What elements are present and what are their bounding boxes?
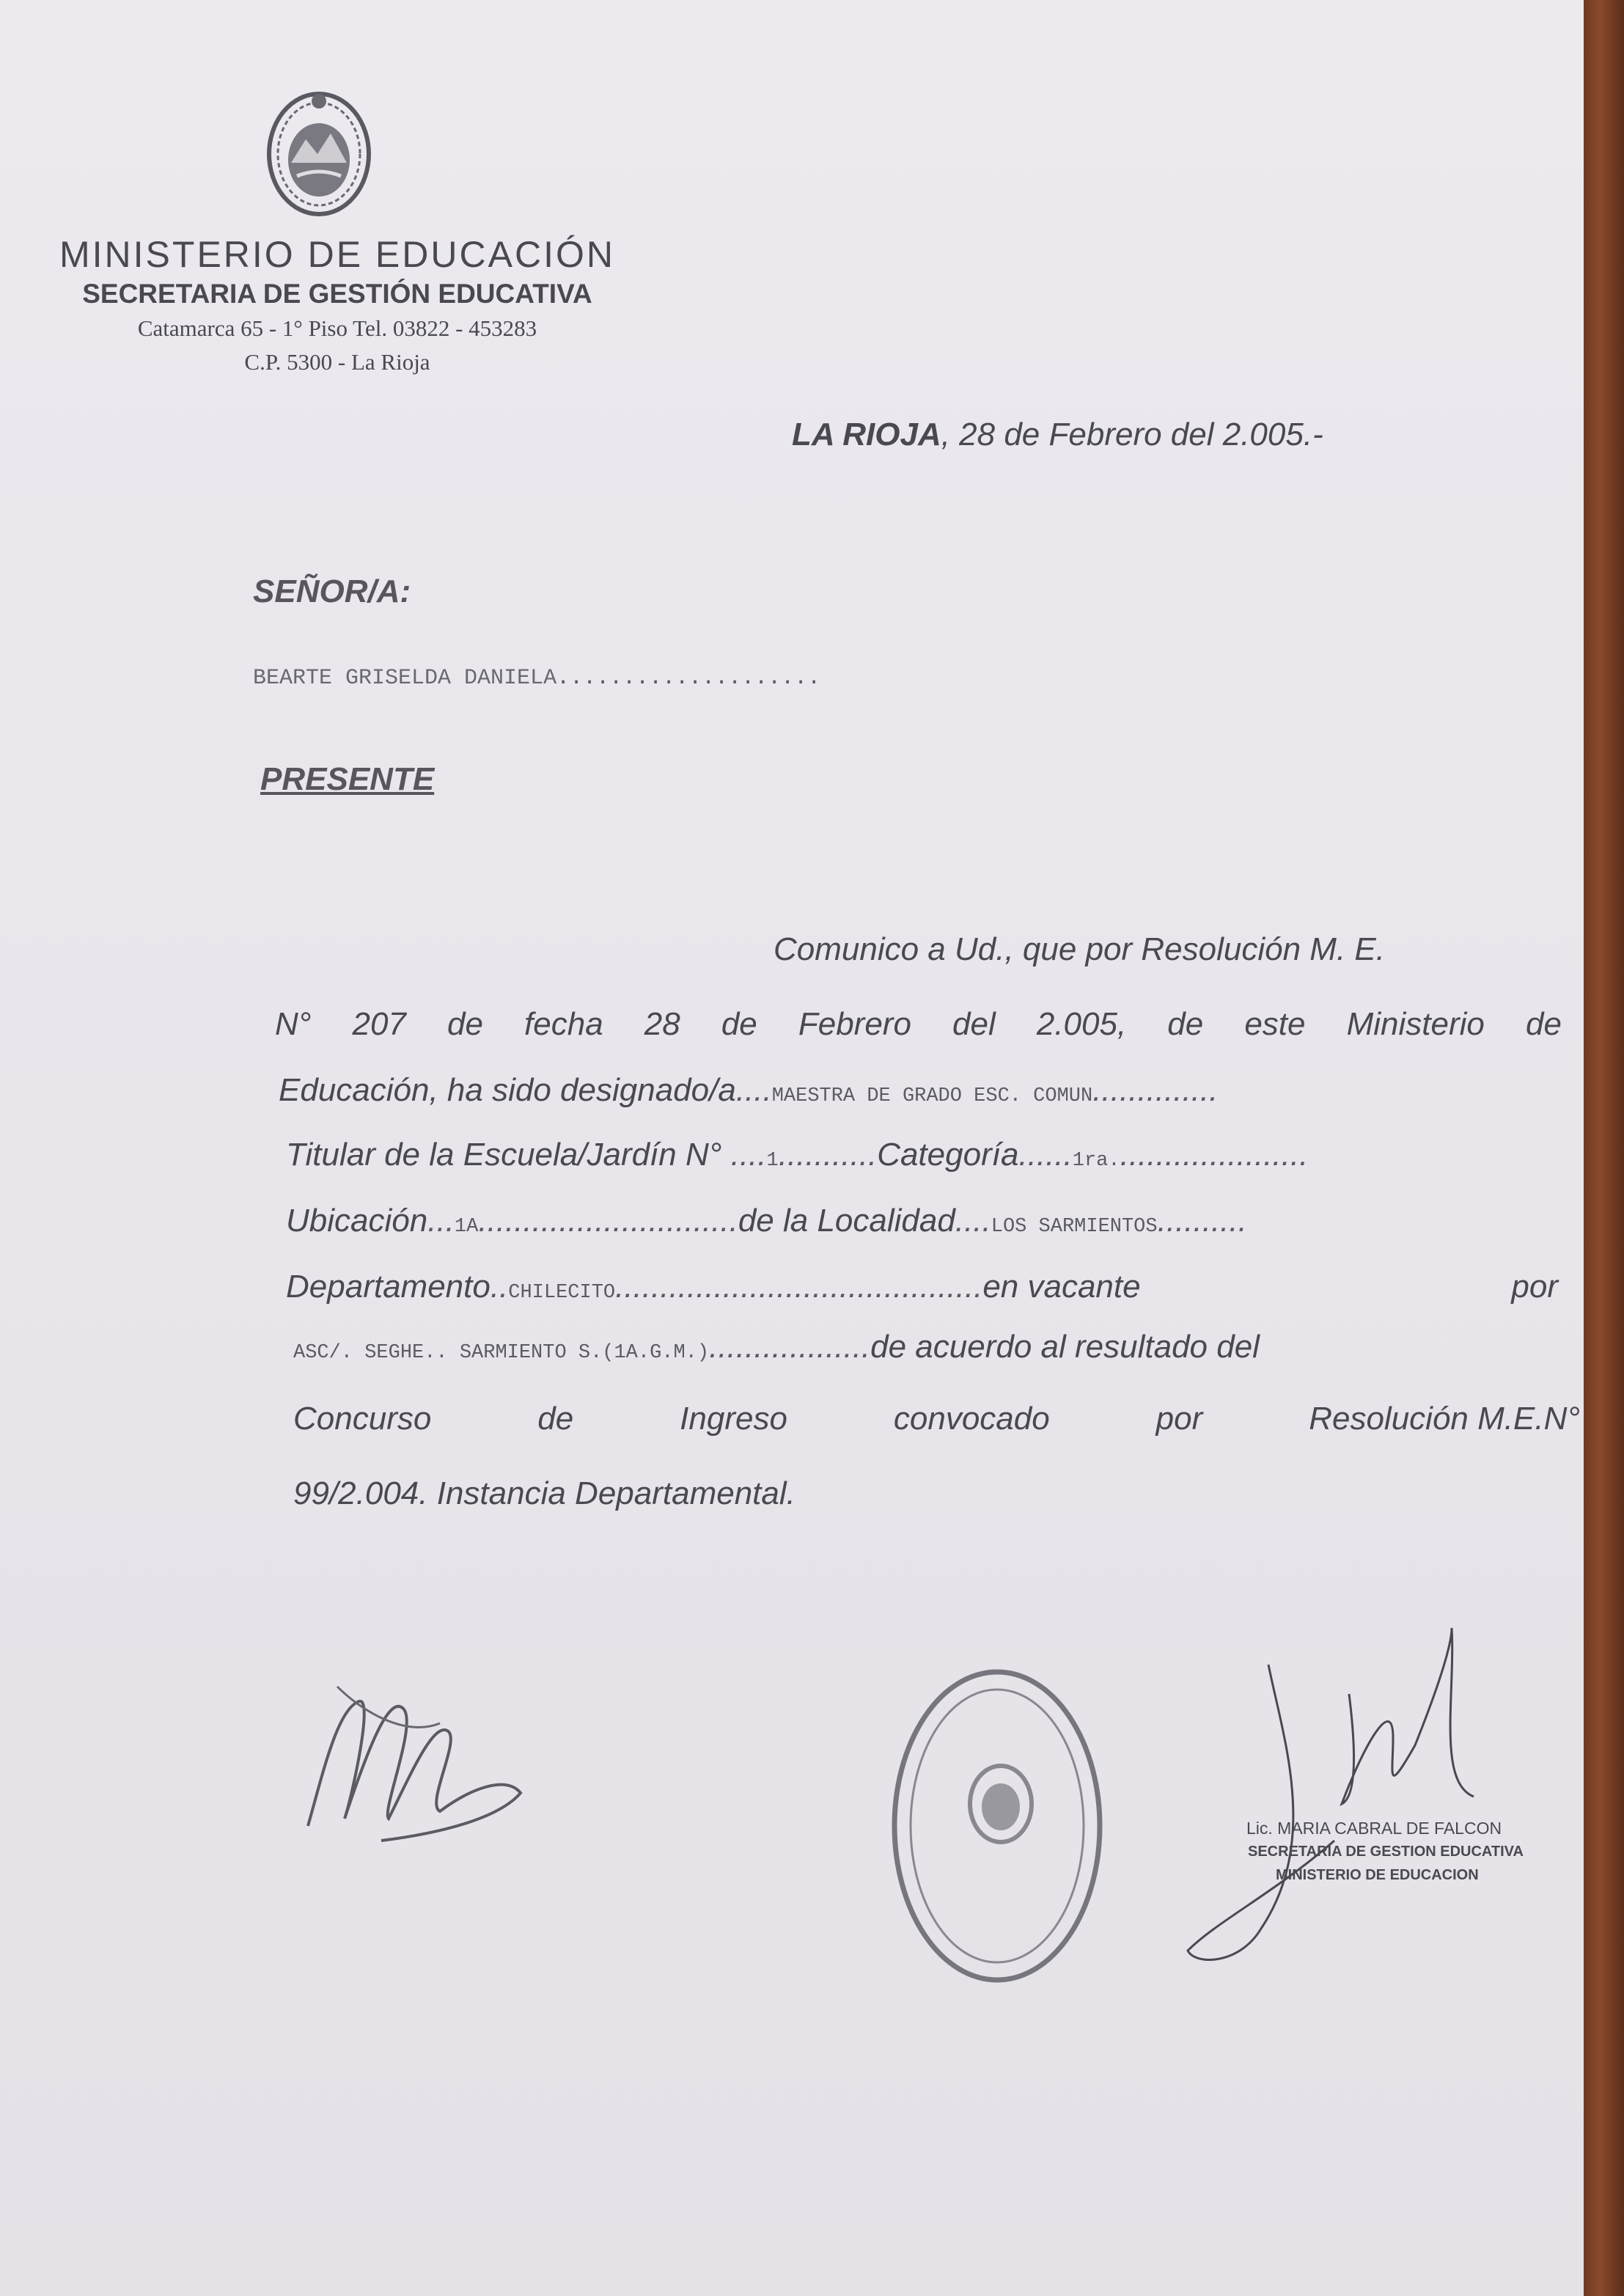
body-line-1: Comunico a Ud., que por Resolución M. E. (774, 931, 1385, 967)
signatory-title: SECRETARIA DE GESTION EDUCATIVA (1248, 1844, 1524, 1860)
word: del (952, 1006, 996, 1042)
word: Resolución M.E.N° (1309, 1401, 1580, 1437)
por-label: por (1511, 1269, 1558, 1305)
word: convocado (893, 1401, 1050, 1437)
word: Febrero (798, 1006, 911, 1042)
recipient-name (253, 666, 820, 691)
school-label: Titular de la Escuela/Jardín N° (286, 1137, 722, 1173)
date-city: LA RIOJA (792, 417, 941, 452)
word: Ministerio (1346, 1006, 1485, 1042)
word: 28 (644, 1006, 680, 1042)
coat-of-arms-icon (260, 81, 378, 227)
official-stamp (880, 1657, 1114, 1995)
body-line-3: Educación, ha sido designado/a....MAESTRA DE GRADO ESC. COMUN.............. (279, 1072, 1219, 1108)
word: de (1525, 1006, 1562, 1042)
signatory-name: Lic. MARIA CABRAL DE FALCON (1246, 1819, 1502, 1838)
body-line-2 (275, 1006, 1562, 1043)
address-line-1: Catamarca 65 - 1° Piso Tel. 03822 - 453283 (137, 315, 537, 341)
body-line-7: ASC/. SEGHE.. SARMIENTO S.(1A.G.M.)..................de acuerdo al resultado del (293, 1329, 1260, 1365)
designation-label: Educación, ha sido designado/a (279, 1072, 736, 1108)
ministry-heading: MINISTERIO DE EDUCACIÓN (59, 234, 615, 275)
salutation: SEÑOR/A: (253, 573, 411, 609)
word: de (447, 1006, 483, 1042)
result-label: de acuerdo al resultado del (870, 1329, 1260, 1365)
presente-heading: PRESENTE (260, 761, 435, 797)
body-line-5: Ubicación...1A.............................de la Localidad....LOS SARMIENTOS.......... (286, 1203, 1247, 1239)
desk-edge (1584, 0, 1624, 2296)
word: fecha (524, 1006, 603, 1042)
vacancy-source-value: ASC/. SEGHE.. SARMIENTO S.(1A.G.M.) (293, 1342, 710, 1364)
body-line-4: Titular de la Escuela/Jardín N° ....1...........Categoría......1ra...................... (286, 1137, 1309, 1173)
word: Concurso (293, 1401, 432, 1437)
locality-label: de la Localidad (738, 1203, 955, 1239)
locality-value: LOS SARMIENTOS (991, 1216, 1158, 1238)
word: por (1155, 1401, 1203, 1437)
word: este (1244, 1006, 1306, 1042)
date-line (792, 417, 1323, 453)
word: de (537, 1401, 574, 1437)
signatory-ministry: MINISTERIO DE EDUCACION (1276, 1867, 1479, 1883)
word: 207 (352, 1006, 406, 1042)
word: N° (275, 1006, 312, 1042)
recipient-dots: .................... (556, 666, 821, 691)
category-label: Categoría (877, 1137, 1019, 1173)
vacancy-label: en vacante (982, 1269, 1141, 1305)
department-label: Departamento (286, 1269, 490, 1305)
body-line-6: Departamento..CHILECITO.........................................en vacante por (286, 1269, 1558, 1305)
word: de (1167, 1006, 1204, 1042)
date-text: , 28 de Febrero del 2.005.- (941, 417, 1323, 452)
word: 2.005, (1036, 1006, 1127, 1042)
word: Ingreso (680, 1401, 787, 1437)
word: de (721, 1006, 757, 1042)
category-value: 1ra. (1072, 1150, 1120, 1172)
designation-value: MAESTRA DE GRADO ESC. COMUN (771, 1085, 1093, 1107)
department-value: CHILECITO (508, 1282, 616, 1304)
body-line-9: 99/2.004. Instancia Departamental. (293, 1475, 796, 1511)
signature-mark (293, 1665, 535, 1855)
body-line-8 (293, 1401, 1580, 1437)
location-value: 1A (454, 1216, 479, 1238)
address-line-2: C.P. 5300 - La Rioja (244, 349, 430, 375)
recipient-name-value: BEARTE GRISELDA DANIELA (253, 666, 557, 691)
school-number: 1 (766, 1150, 779, 1172)
secretaria-heading: SECRETARIA DE GESTIÓN EDUCATIVA (82, 279, 592, 309)
location-label: Ubicación (286, 1203, 428, 1239)
